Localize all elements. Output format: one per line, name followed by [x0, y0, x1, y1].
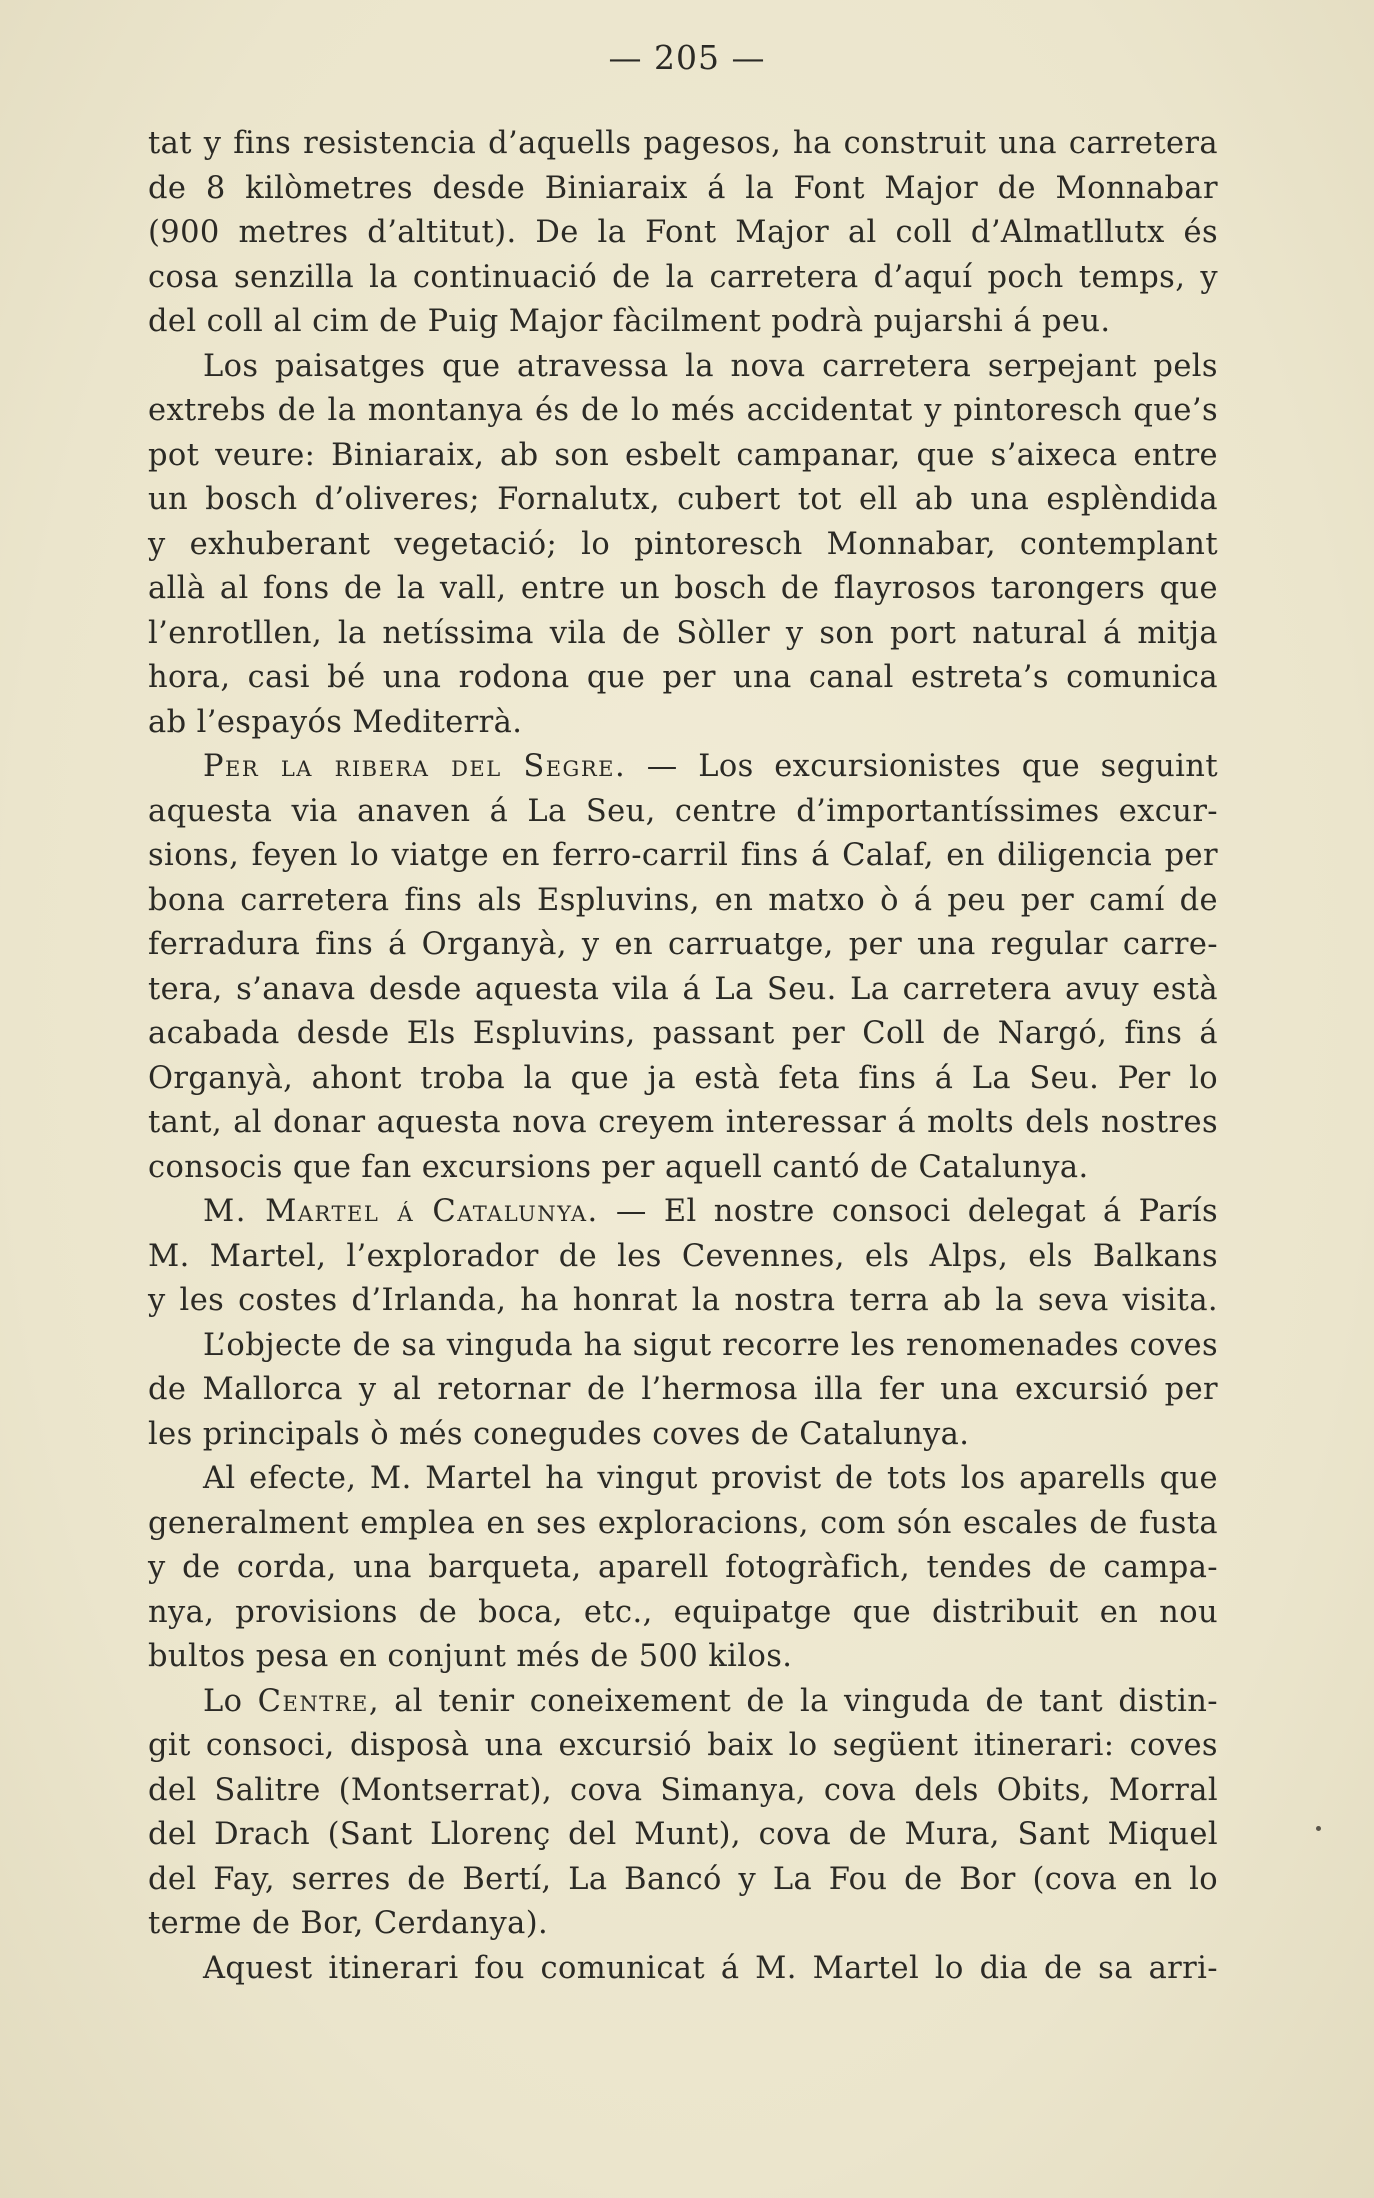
text-line: allà al fons de la vall, entre un bosch de flayrosos tarongers que — [148, 571, 1218, 606]
text-line: git consoci, disposà una excursió baix lo següent itinerari: coves — [148, 1728, 1218, 1763]
text-line: Organyà, ahont troba la que ja està feta fins á La Seu. Per lo — [148, 1060, 1218, 1096]
page-number: — 205 — — [608, 38, 766, 77]
text-line: y exhuberant vegetació; lo pintoresch Monnabar, contemplant — [148, 526, 1218, 562]
text-line — [148, 745, 1218, 790]
text-line: l’enrotllen, la netíssima vila de Sòller y son port natural á mitja — [148, 615, 1218, 651]
text-line: Aquest itinerari fou comunicat á M. Martel lo dia de sa arri- — [203, 1950, 1218, 1986]
text-line: L’objecte de sa vinguda ha sigut recorre les renomenades coves — [203, 1327, 1218, 1363]
text-line: del Drach (Sant Llorenç del Munt), cova de Mura, Sant Miquel — [148, 1817, 1218, 1852]
text-line: terme de Bor, Cerdanya). — [148, 1906, 549, 1941]
text-line: un bosch d’oliveres; Fornalutx, cubert tot ell ab una esplèndida — [148, 482, 1218, 517]
text-line: (900 metres d’altitut). De la Font Major al coll d’Almatllutx és — [148, 215, 1218, 250]
text-line: del Fay, serres de Bertí, La Bancó y La Fou de Bor (cova en lo — [148, 1861, 1218, 1897]
text-line: extrebs de la montanya és de lo més accidentat y pintoresch que’s — [148, 393, 1218, 428]
text-line: tant, al donar aquesta nova creyem interessar á molts dels nostres — [148, 1105, 1218, 1140]
text-line: consocis que fan excursions per aquell cantó de Catalunya. — [148, 1149, 1089, 1185]
text-line: tera, s’anava desde aquesta vila á La Seu. La carretera avuy està — [148, 971, 1218, 1007]
line-text: — El nostre consoci delegat á París — [598, 1194, 1218, 1229]
text-line — [148, 1680, 1218, 1725]
line-text: , al tenir coneixement de la vinguda de tant distin- — [368, 1683, 1219, 1719]
text-line — [148, 1190, 1218, 1235]
text-line: de 8 kilòmetres desde Biniaraix á la Font Major de Monnabar — [148, 170, 1218, 206]
text-line: de Mallorca y al retornar de l’hermosa illa fer una excursió per — [148, 1372, 1218, 1407]
section-heading: M. Martel á Catalunya. — [203, 1194, 599, 1229]
text-line: Los paisatges que atravessa la nova carretera serpejant pels — [203, 348, 1218, 384]
line-text: Lo — [203, 1683, 258, 1719]
text-line: hora, casi bé una rodona que per una canal estreta’s comunica — [148, 660, 1218, 695]
text-line: pot veure: Biniaraix, ab son esbelt campanar, que s’aixeca entre — [148, 437, 1218, 473]
line-text: — Los excursionistes que seguint — [626, 749, 1218, 784]
text-line: nya, provisions de boca, etc., equipatge que distribuit en nou — [148, 1594, 1218, 1630]
text-line: Al efecte, M. Martel ha vingut provist de tots los aparells que — [203, 1461, 1218, 1496]
text-line: y de corda, una barqueta, aparell fotogràfich, tendes de campa- — [148, 1550, 1218, 1585]
text-line: aquesta via anaven á La Seu, centre d’importantíssimes excur- — [148, 793, 1218, 829]
text-line: bona carretera fins als Espluvins, en matxo ò á peu per camí de — [148, 882, 1218, 918]
text-line: generalment emplea en ses exploracions, com són escales de fusta — [148, 1505, 1218, 1541]
text-line: M. Martel, l’explorador de les Cevennes, els Alps, els Balkans — [148, 1238, 1218, 1274]
text-line: del coll al cim de Puig Major fàcilment podrà pujarshi á peu. — [148, 304, 1111, 339]
text-line: sions, feyen lo viatge en ferro-carril fins á Calaf, en diligencia per — [148, 838, 1218, 873]
text-line: ferradura fins á Organyà, y en carruatge, per una regular carre- — [148, 927, 1218, 962]
text-line: bultos pesa en conjunt més de 500 kilos. — [148, 1639, 793, 1674]
section-heading: Per la ribera del Segre. — [203, 749, 627, 784]
text-line: del Salitre (Montserrat), cova Simanya, cova dels Obits, Morral — [148, 1772, 1218, 1808]
text-line: cosa senzilla la continuació de la carretera d’aquí poch temps, y — [148, 259, 1218, 295]
text-line: y les costes d’Irlanda, ha honrat la nostra terra ab la seva visita. — [148, 1283, 1218, 1318]
body-text — [148, 122, 1218, 1991]
text-line: tat y fins resistencia d’aquells pagesos, ha construit una carretera — [148, 126, 1218, 161]
small-caps-term: Centre — [257, 1683, 369, 1719]
text-line: les principals ò més conegudes coves de Catalunya. — [148, 1416, 970, 1452]
text-line: ab l’espayós Mediterrà. — [148, 704, 523, 740]
ink-speck — [1316, 1826, 1321, 1831]
text-line: acabada desde Els Espluvins, passant per Coll de Nargó, fins á — [148, 1016, 1218, 1051]
